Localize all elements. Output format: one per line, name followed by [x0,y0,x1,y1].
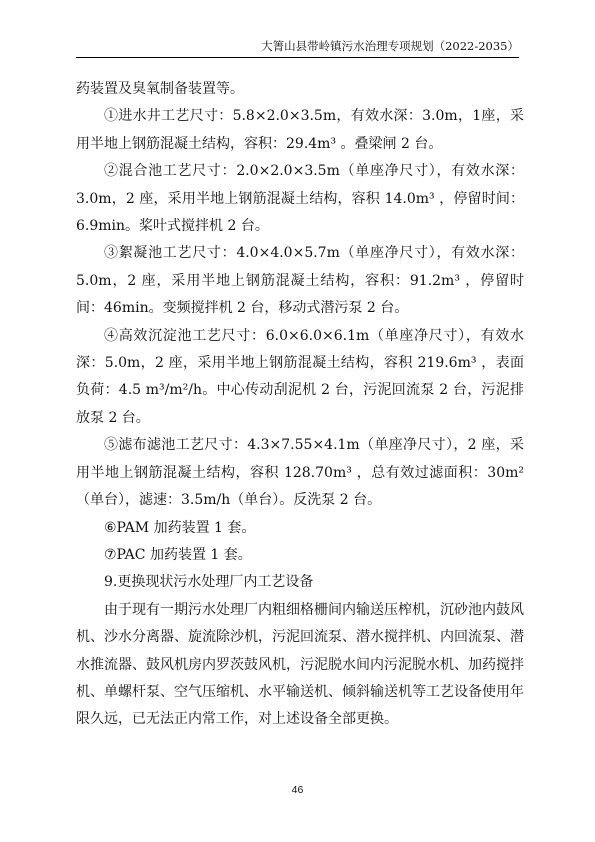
paragraph: 由于现有一期污水处理厂内粗细格栅间内输送压榨机，沉砂池内鼓风机、沙水分离器、旋流除沙机，污泥回流泵、潜水搅拌机、内回流泵、潜水推流器、鼓风机房内罗茨鼓风机，污泥脱水间内污泥脱水机、加药搅拌机、单螺杆泵、空气压缩机、水平输送机、倾斜输送机等工艺设备使用年限久远，已无法正内常工作，对上述设备全部更换。 [76,601,524,728]
paragraph: ①进水井工艺尺寸：5.8×2.0×3.5m，有效水深：3.0m，1座，采用半地上钢筋混凝土结构，容积：29.4m³ 。叠梁闸 2 台。 [76,108,524,152]
paragraph: ②混合池工艺尺寸：2.0×2.0×3.5m（单座净尺寸），有效水深：3.0m，2 座，采用半地上钢筋混凝土结构，容积 14.0m³ ，停留时间：6.9min。桨叶式搅拌机 2 台。 [76,163,524,235]
running-header: 大箐山县带岭镇污水治理专项规划（2022-2035） [76,38,519,58]
body-text [76,76,524,734]
paragraph: ④高效沉淀池工艺尺寸：6.0×6.0×6.1m（单座净尺寸），有效水深：5.0m，2 座，采用半地上钢筋混凝土结构，容积 219.6m³ ，表面负荷：4.5 m³/m²/h。中心传动刮泥机 2 台，污泥回流泵 2 台，污泥排放泵 2 台。 [76,327,524,426]
page-number: 46 [291,784,304,796]
paragraph: 药装置及臭氧制备装置等。 [76,81,244,97]
paragraph: ⑤滤布滤池工艺尺寸：4.3×7.55×4.1m（单座净尺寸），2 座，采用半地上钢筋混凝土结构，容积 128.70m³ ，总有效过滤面积：30m²（单台），滤速：3.5m/h（单台）。反洗泵 2 台。 [76,437,524,509]
paragraph: ⑦PAC 加药装置 1 套。 [104,546,252,563]
paragraph: ③絮凝池工艺尺寸：4.0×4.0×5.7m（单座净尺寸），有效水深：5.0m，2 座，采用半地上钢筋混凝土结构，容积：91.2m³ ，停留时间：46min。变频搅拌机 2 台，移动式潜污泵 2 台。 [76,245,524,317]
section-heading: 9.更换现状污水处理厂内工艺设备 [104,574,314,591]
paragraph: ⑥PAM 加药装置 1 套。 [104,519,256,536]
